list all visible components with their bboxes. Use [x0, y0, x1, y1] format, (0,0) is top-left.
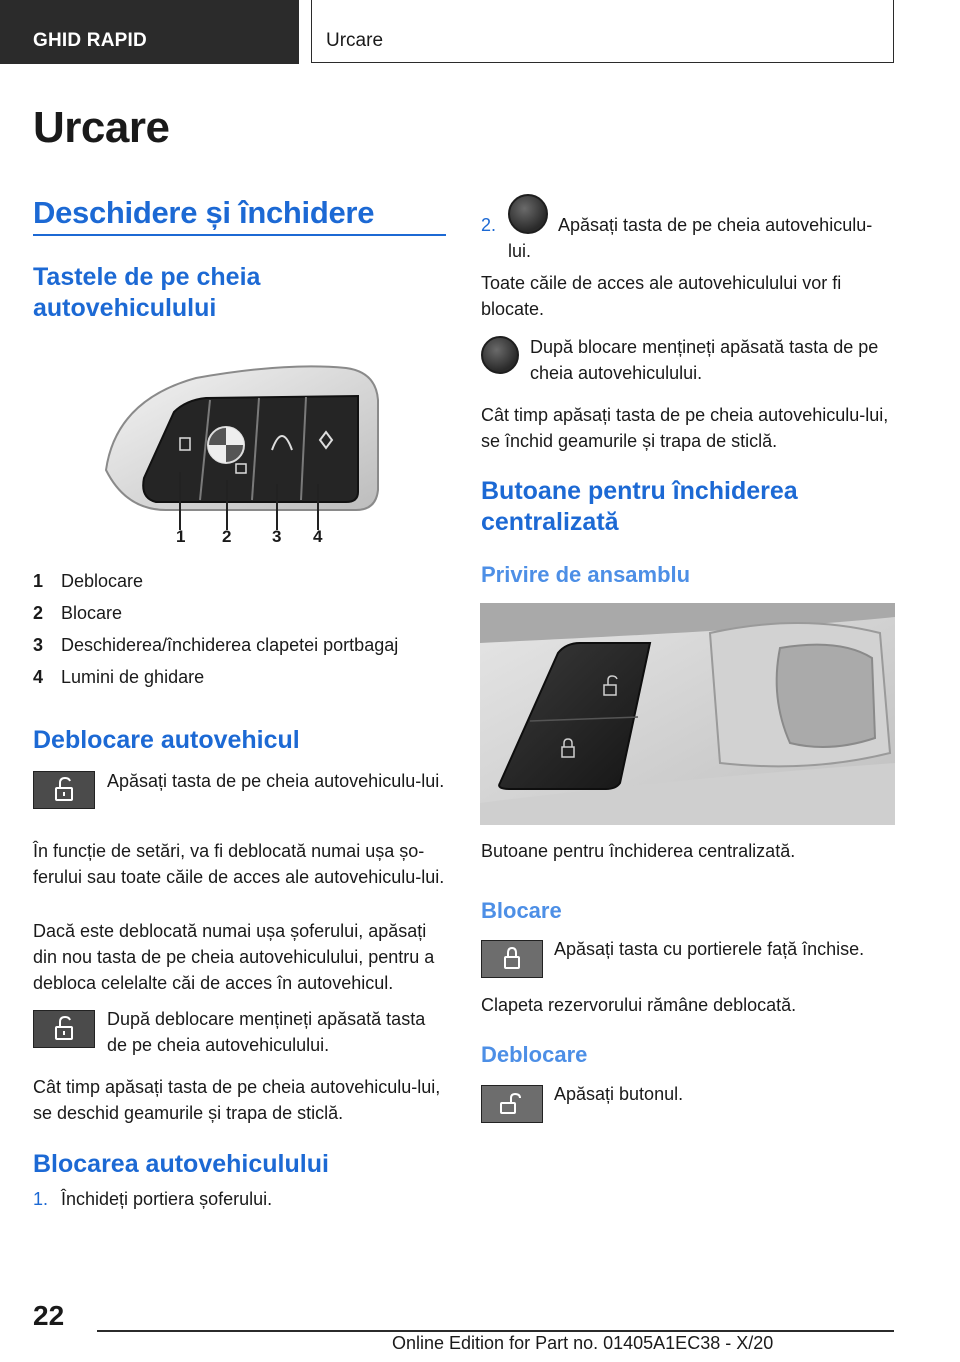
central-heading: Butoane pentru închiderea centralizată [481, 477, 798, 536]
list-item-1: Deblocare [61, 571, 144, 591]
page-number: 22 [33, 1300, 65, 1331]
lock-step2-text-a: Apăsați tasta de pe cheia autovehiculu- [558, 215, 873, 235]
lock-step2-text-b: lui. [508, 241, 532, 261]
list-item-3: Deschiderea/închiderea clapetei portbagaj [61, 635, 399, 655]
lock-p2: După blocare mențineți apăsată tasta de pe cheia autovehiculului. [530, 337, 879, 383]
unlock-p5: Cât timp apăsați tasta de pe cheia autovehiculu-lui, se deschid geamurile și trapa de sticlă. [33, 1077, 441, 1123]
central-unlock-heading: Deblocare [481, 1042, 588, 1067]
unlock-p1: Apăsați tasta de pe cheia autovehiculu-lui. [107, 771, 445, 791]
bmw-key-hold-icon [481, 336, 519, 374]
page-title: Urcare [33, 103, 170, 152]
list-num-2: 2 [33, 603, 44, 623]
unlock-p4: După deblocare mențineți apăsată tasta de pe cheia autovehiculului. [107, 1009, 426, 1055]
central-lock-text: Apăsați tasta cu portierele față închise. [554, 939, 865, 959]
central-lock-heading: Blocare [481, 898, 562, 923]
unlock-icon [33, 771, 95, 809]
list-item-4: Lumini de ghidare [61, 667, 205, 687]
unlock-heading: Deblocare autovehicul [33, 726, 300, 754]
unlock-p3: Dacă este deblocată numai ușa șoferului, apăsați din nou tasta de pe cheia autovehiculului, pentru a debloca celelalte căi de acces în autovehicul. [33, 921, 435, 993]
callout-3: 3 [272, 527, 282, 546]
section-divider [33, 234, 446, 236]
lock-p1: Toate căile de acces ale autovehiculului vor fi blocate. [481, 273, 842, 319]
bmw-key-button-icon [508, 194, 548, 234]
lock-step1: Închideți portiera șoferului. [61, 1189, 273, 1209]
key-fob-illustration [96, 360, 386, 550]
lock-step2-num: 2. [481, 215, 497, 235]
section-title: Deschidere și închidere [33, 195, 375, 230]
header-section-label: GHID RAPID [33, 30, 147, 51]
header-chapter-label: Urcare [326, 30, 384, 51]
unlock-p2: În funcție de setări, va fi deblocată numai ușa șo-ferului sau toate căile de acces ale autovehiculu-lui. [33, 841, 445, 887]
callout-1: 1 [176, 527, 186, 546]
lock-step1-num: 1. [33, 1189, 49, 1209]
list-num-3: 3 [33, 635, 44, 655]
unlock-hold-icon [33, 1010, 95, 1048]
list-item-2: Blocare [61, 603, 123, 623]
footer-edition: Online Edition for Part no. 01405A1EC38 - X/20 [392, 1333, 774, 1353]
key-buttons-heading: Tastele de pe cheia autovehiculului [33, 263, 261, 322]
list-num-4: 4 [33, 667, 44, 687]
lock-heading: Blocarea autovehiculului [33, 1150, 329, 1178]
header-chapter-tab [311, 0, 894, 63]
header-section-tab [0, 0, 299, 64]
door-panel-illustration [480, 603, 895, 825]
list-num-1: 1 [33, 571, 44, 591]
callout-2: 2 [222, 527, 232, 546]
central-overview-heading: Privire de ansamblu [481, 562, 691, 587]
central-lock-note: Clapeta rezervorului rămâne deblocată. [481, 995, 797, 1015]
central-unlock-text: Apăsați butonul. [554, 1084, 684, 1104]
callout-4: 4 [313, 527, 323, 546]
lock-p3: Cât timp apăsați tasta de pe cheia autovehiculu-lui, se închid geamurile și trapa de sticlă. [481, 405, 889, 451]
central-lock-icon [481, 940, 543, 978]
central-caption: Butoane pentru închiderea centralizată. [481, 841, 796, 861]
central-unlock-icon [481, 1085, 543, 1123]
footer-divider [97, 1330, 894, 1332]
